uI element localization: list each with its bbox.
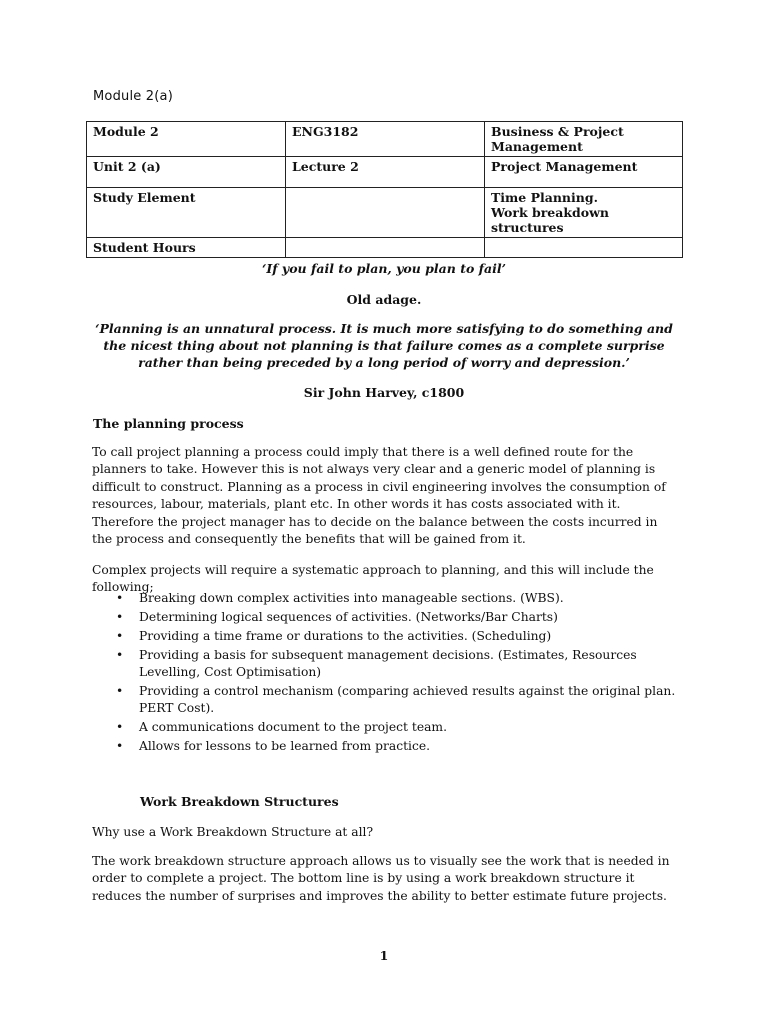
bullet-icon: • xyxy=(116,720,124,735)
list-item xyxy=(92,719,682,736)
table-cell xyxy=(286,188,485,238)
table-cell: ENG3182 xyxy=(286,122,485,157)
wbs-paragraph: The work breakdown structure approach allows us to visually see the work that is needed in order to complete a project. The bottom line is by using a work breakdown structure it reduces the number of surprises and improves the ability to better estimate future projects. xyxy=(92,854,670,903)
table-row xyxy=(87,122,683,157)
bullet-icon: • xyxy=(116,591,124,605)
table-cell xyxy=(485,238,683,258)
list-item xyxy=(92,738,682,755)
table-cell: Module 2 xyxy=(87,122,286,157)
table-row xyxy=(87,238,683,258)
list-item-text: Providing a basis for subsequent management decisions. (Estimates, Resources Levelling, Cost Optimisation) xyxy=(139,647,637,680)
list-item xyxy=(92,683,682,718)
wbs-question: Why use a Work Breakdown Structure at all? xyxy=(92,825,374,839)
list-item-text: Allows for lessons to be learned from practice. xyxy=(139,739,431,754)
planning-paragraph-1: To call project planning a process could imply that there is a well defined route for the planners to take. However this is not always very clear and a generic model of planning is difficult to construct. Planning as a process in civil engineering involves the consumption of resources, labour, materials, plant etc. In other words it has costs associated with it. Therefore the project manager has to decide on the balance between the costs incurred in the process and consequently the benefits that will be gained from it. xyxy=(92,445,666,547)
list-item xyxy=(92,590,682,607)
planning-paragraph-2: Complex projects will require a systematic approach to planning, and this will include the following; xyxy=(92,563,654,595)
list-item-text: Breaking down complex activities into manageable sections. (WBS). xyxy=(139,591,564,605)
list-item-text: A communications document to the project team. xyxy=(139,720,447,735)
list-item xyxy=(92,609,682,626)
module-info-table xyxy=(86,121,683,258)
section-heading-planning: The planning process xyxy=(93,416,244,431)
list-item xyxy=(92,647,682,682)
table-cell: Project Management xyxy=(485,157,683,188)
section-heading-wbs: Work Breakdown Structures xyxy=(140,794,339,809)
table-cell: Time Planning. Work breakdown structures xyxy=(485,188,683,238)
table-cell: Lecture 2 xyxy=(286,157,485,188)
planning-bullet-list xyxy=(92,590,682,757)
table-cell xyxy=(286,238,485,258)
list-item-text: Providing a control mechanism (comparing achieved results against the original plan. PERT Cost). xyxy=(139,684,676,716)
quote-planning-unnatural: ‘Planning is an unnatural process. It is much more satisfying to do something and the nicest thing about not planning is that failure comes as a complete surprise rather than being preceded by a long period of worry and depression.’ xyxy=(95,321,673,370)
module-title: Module 2(a) xyxy=(93,89,173,104)
table-cell: Business & Project Management xyxy=(485,122,683,157)
quote-fail-to-plan: ‘If you fail to plan, you plan to fail’ xyxy=(262,261,506,276)
table-cell: Unit 2 (a) xyxy=(87,157,286,188)
bullet-icon: • xyxy=(116,647,124,662)
bullet-icon: • xyxy=(116,609,124,624)
bullet-icon: • xyxy=(116,628,124,643)
table-cell: Student Hours xyxy=(87,238,286,258)
table-row xyxy=(87,188,683,238)
quote-source-adage: Old adage. xyxy=(346,292,422,307)
list-item-text: Providing a time frame or durations to the activities. (Scheduling) xyxy=(139,628,552,643)
page-number: 1 xyxy=(379,948,389,963)
bullet-icon: • xyxy=(116,739,124,754)
table-cell: Study Element xyxy=(87,188,286,238)
list-item xyxy=(92,628,682,645)
list-item-text: Determining logical sequences of activities. (Networks/Bar Charts) xyxy=(139,609,558,624)
bullet-icon: • xyxy=(116,684,124,699)
table-row xyxy=(87,157,683,188)
quote-attribution: Sir John Harvey, c1800 xyxy=(303,385,465,400)
